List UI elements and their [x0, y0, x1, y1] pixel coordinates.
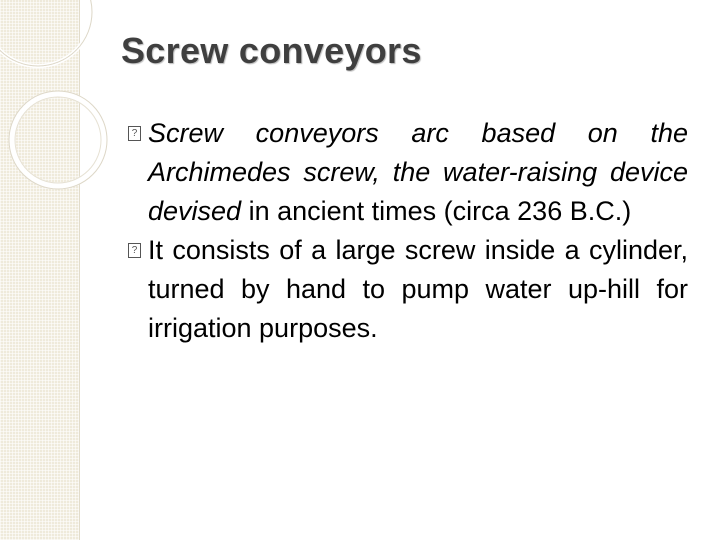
- decorative-circles: [0, 0, 140, 240]
- bullet-italic-text: Screw conveyors arc based on the Archimedes screw, the water-raising device devised: [148, 118, 688, 226]
- unknown-glyph-box-icon: ?: [128, 126, 141, 141]
- bullet-item: [128, 231, 688, 348]
- bullet-text: It consists of a large screw inside a cylinder, turned by hand to pump water up-hill for irrigation purposes.: [148, 235, 688, 343]
- decorative-ring-small: [12, 94, 104, 186]
- decorative-ring-large: [0, 0, 92, 66]
- bullet-list: [128, 114, 688, 348]
- bullet-text: in ancient times (circa 236 B.C.): [241, 196, 632, 226]
- unknown-glyph-box-icon: ?: [128, 243, 141, 258]
- bullet-item: [128, 114, 688, 231]
- slide-title: Screw conveyors: [121, 30, 422, 71]
